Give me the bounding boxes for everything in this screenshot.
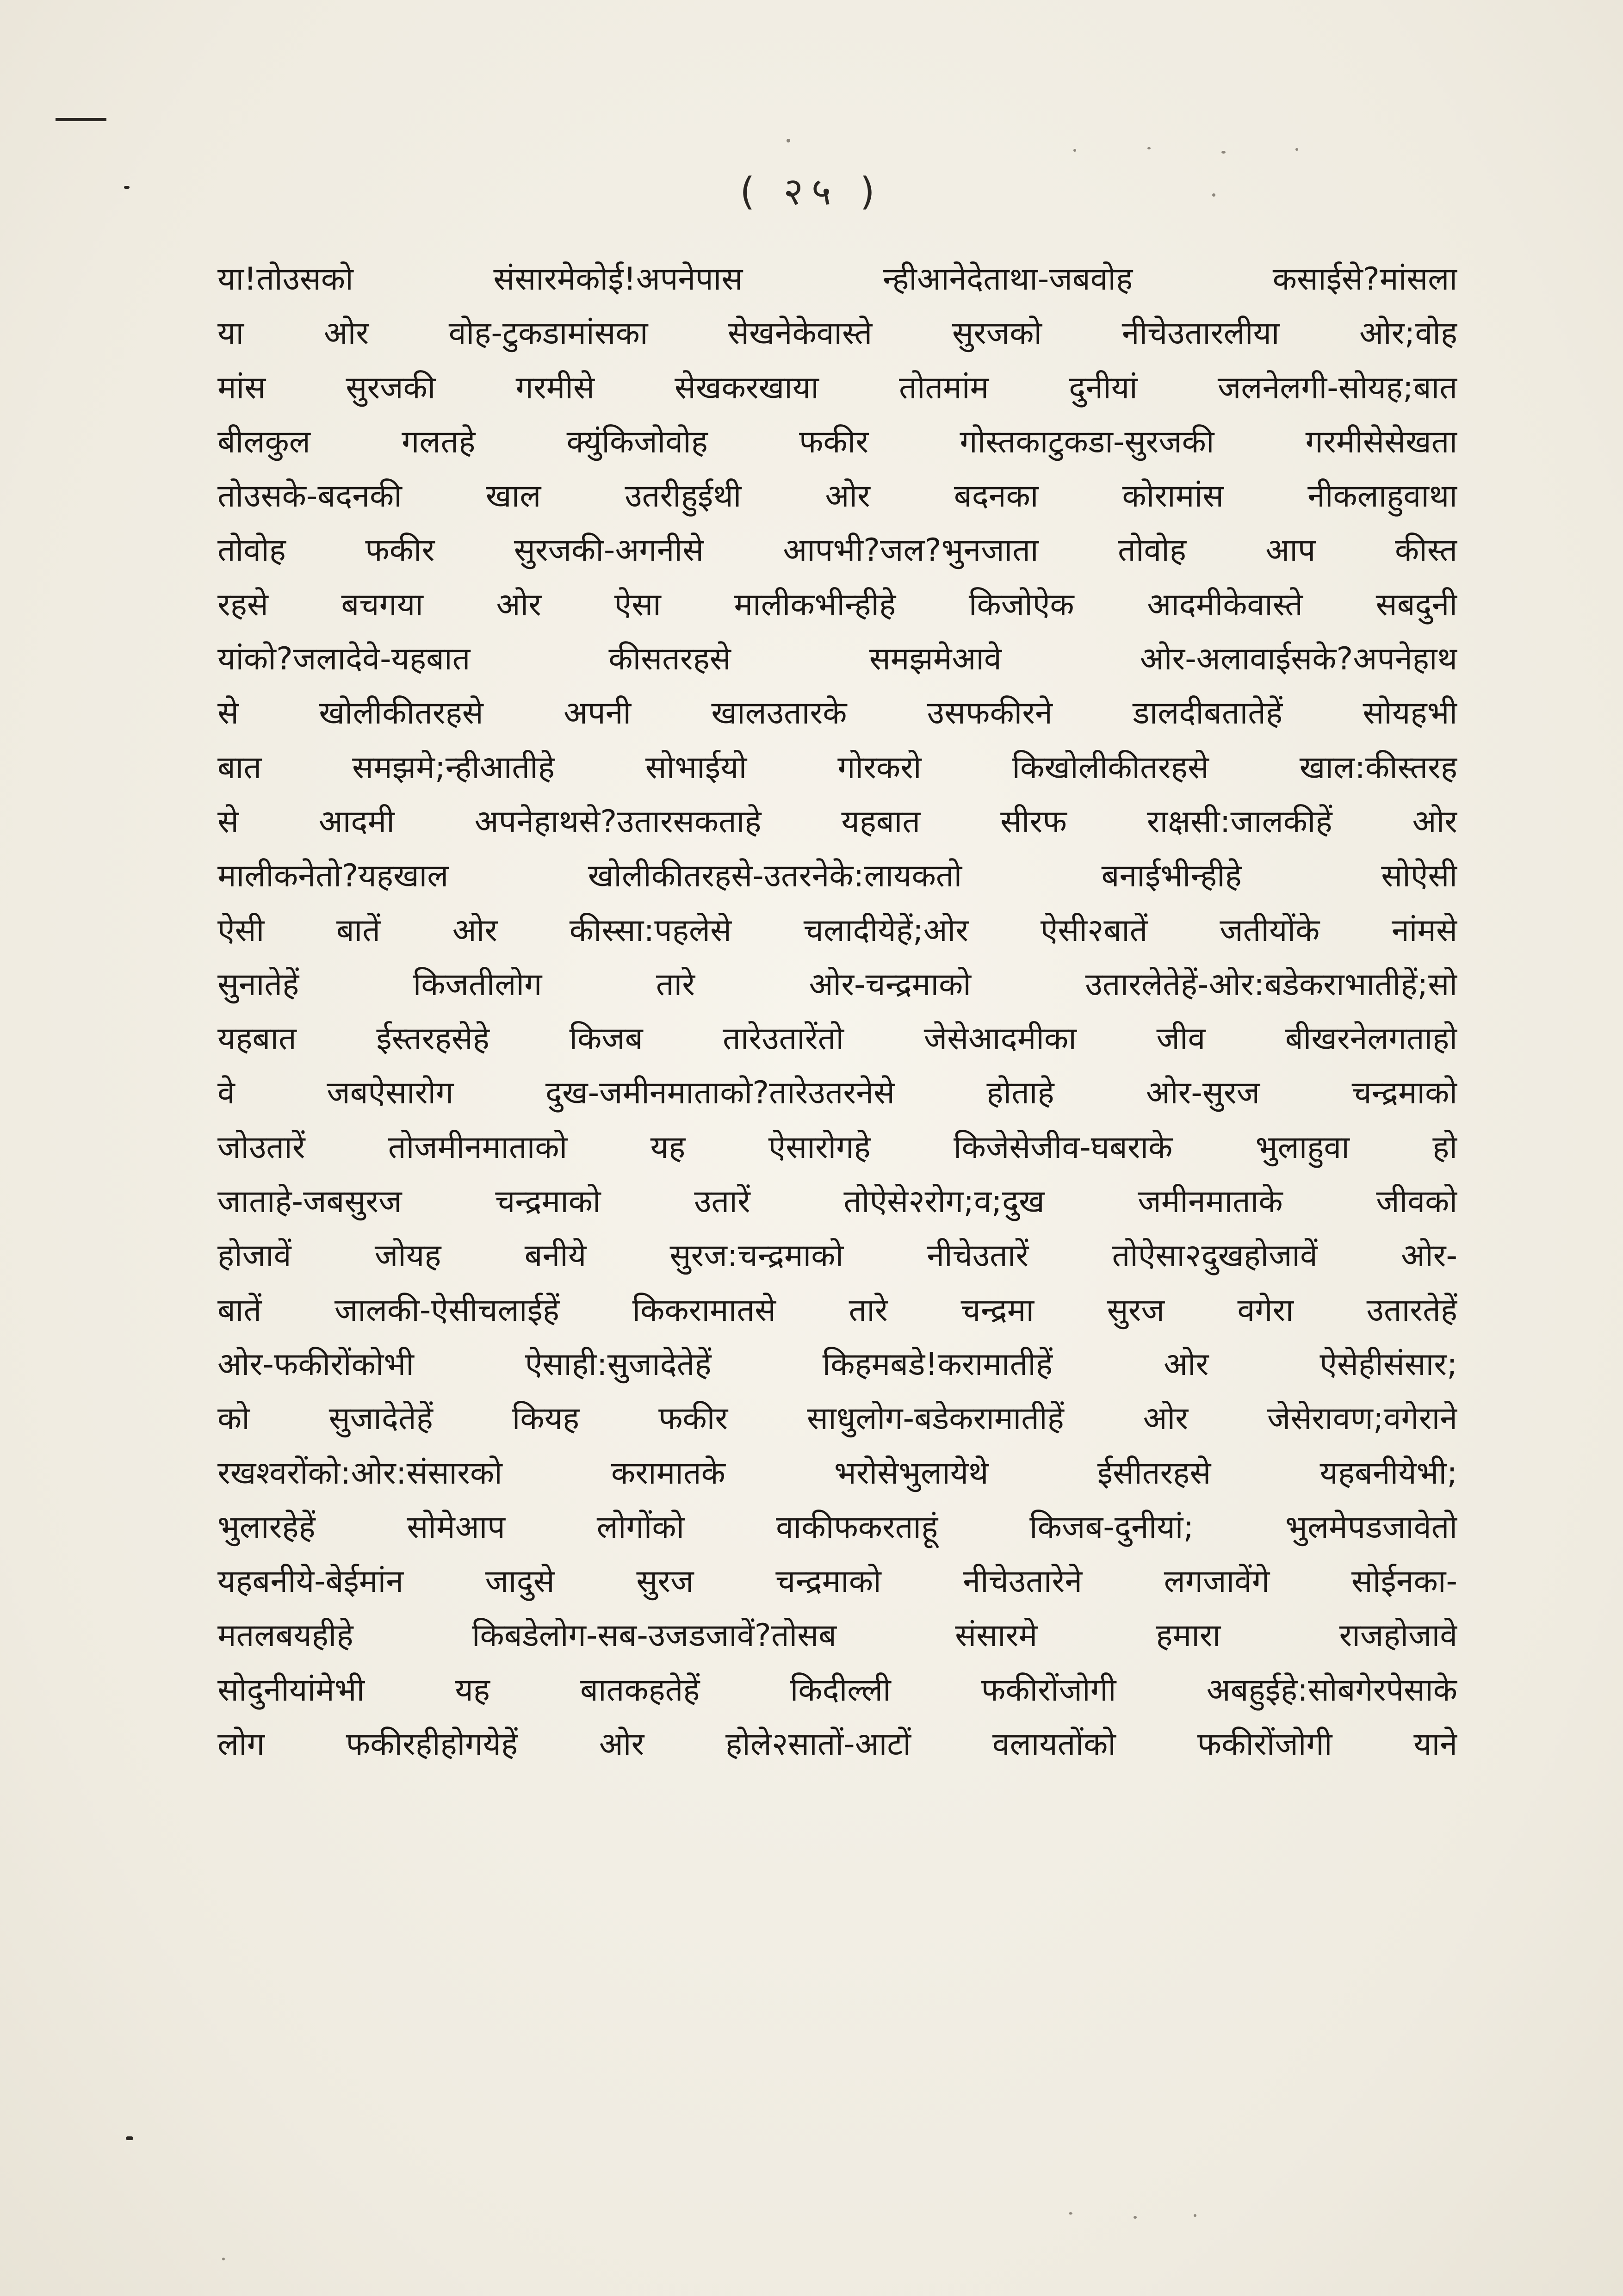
scan-speck xyxy=(222,2258,225,2260)
page-number: ( २५ ) xyxy=(740,170,883,214)
text-line: बीलकुल गलतहे क्युंकिजोवोह फकीर गोस्तकाटुकडा-सुरजकी गरमीसेसेखता xyxy=(217,423,1457,460)
text-line: ओर-फकीरोंकोभी ऐसाही:सुजादेतेहें किहमबडे!करामातीहें ओर ऐसेहीसंसार; xyxy=(217,1346,1457,1383)
text-line: होजावें जोयह बनीये सुरज:चन्द्रमाको नीचेउतारें तोऐसा२दुखहोजावें ओर- xyxy=(217,1238,1457,1275)
scan-speck xyxy=(787,139,790,142)
scan-speck xyxy=(1069,2212,1072,2215)
text-line: सुनातेहें किजतीलोग तारे ओर-चन्द्रमाको उतारलेतेहें-ओर:बडेकराभातीहें;सो xyxy=(217,966,1457,1003)
scan-speck xyxy=(1221,151,1226,154)
scan-speck xyxy=(1147,147,1151,149)
text-line: यहबात ईस्तरहसेहे किजब तारेउतारेंतो जेसेआदमीका जीव बीखरनेलगताहो xyxy=(217,1021,1457,1058)
text-line: जोउतारें तोजमीनमाताको यह ऐसारोगहे किजेसेजीव-घबराके भुलाहुवा हो xyxy=(217,1129,1457,1166)
text-line: सोदुनीयांमेभी यह बातकहतेहें किदील्ली फकीरोंजोगी अबहुईहे:सोबगेरपेसाके xyxy=(217,1671,1457,1708)
scan-speck xyxy=(1073,149,1076,152)
scan-speck xyxy=(1134,2216,1137,2219)
text-line: से खोलीकीतरहसे अपनी खालउतारके उसफकीरने डालदीबतातेहें सोयहभी xyxy=(217,695,1457,732)
text-line: तोवोह फकीर सुरजकी-अगनीसे आपभी?जल?भुनजाता तोवोह आप कीस्त xyxy=(217,532,1457,569)
text-line: ऐसी बातें ओर कीस्सा:पहलेसे चलादीयेहें;ओर ऐसी२बातें जतीयोंके नांमसे xyxy=(217,912,1457,949)
body-text xyxy=(217,252,1457,1771)
margin-dot-mark xyxy=(126,2136,133,2140)
text-line: बातें जालकी-ऐसीचलाईहें किकरामातसे तारे चन्द्रमा सुरज वगेरा उतारतेहें xyxy=(217,1292,1457,1329)
text-line: तोउसके-बदनकी खाल उतरीहुईथी ओर बदनका कोरामांस नीकलाहुवाथा xyxy=(217,478,1457,515)
text-line: वे जबऐसारोग दुख-जमीनमाताको?तारेउतरनेसे होताहे ओर-सुरज चन्द्रमाको xyxy=(217,1075,1457,1112)
text-line: मतलबयहीहे किबडेलोग-सब-उजडजावें?तोसब संसारमे हमारा राजहोजावे xyxy=(217,1617,1457,1654)
text-line: या!तोउसको संसारमेकोई!अपनेपास न्हीआनेदेताथा-जबवोह कसाईसे?मांसला xyxy=(217,261,1457,297)
text-line: लोग फकीरहीहोगयेहें ओर होले२सातों-आटों वलायतोंको फकीरोंजोगी याने xyxy=(217,1726,1457,1763)
text-line: को सुजादेतेहें कियह फकीर साधुलोग-बडेकरामातीहें ओर जेसेरावण;वगेराने xyxy=(217,1400,1457,1437)
scan-speck xyxy=(1194,2214,1196,2217)
text-line: रखश्वरोंको:ओर:संसारको करामातके भरोसेभुलायेथे ईसीतरहसे यहबनीयेभी; xyxy=(217,1454,1457,1491)
text-line: मालीकनेतो?यहखाल खोलीकीतरहसे-उतरनेके:लायकतो बनाईभीन्हीहे सोऐसी xyxy=(217,858,1457,895)
text-line: जाताहे-जबसुरज चन्द्रमाको उतारें तोऐसे२रोग;व;दुख जमीनमाताके जीवको xyxy=(217,1183,1457,1220)
text-line: या ओर वोह-टुकडामांसका सेखनेकेवास्ते सुरजको नीचेउतारलीया ओर;वोह xyxy=(217,315,1457,352)
text-line: यहबनीये-बेईमांन जादुसे सुरज चन्द्रमाको नीचेउतारेने लगजावेंगे सोईनका- xyxy=(217,1563,1457,1600)
text-line: रहसे बचगया ओर ऐसा मालीकभीन्हीहे किजोऐक आदमीकेवास्ते सबदुनी xyxy=(217,586,1457,623)
text-line: से आदमी अपनेहाथसे?उतारसकताहे यहबात सीरफ राक्षसी:जालकीहें ओर xyxy=(217,803,1457,840)
text-line: मांस सुरजकी गरमीसे सेखकरखाया तोतमांम दुनीयां जलनेलगी-सोयह;बात xyxy=(217,369,1457,406)
text-line: बात समझमे;न्हीआतीहे सोभाईयो गोरकरो किखोलीकीतरहसे खाल:कीस्तरह xyxy=(217,749,1457,786)
text-line: भुलारहेहें सोमेआप लोगोंको वाकीफकरताहूं किजब-दुनीयां; भुलमेपडजावेतो xyxy=(217,1509,1457,1546)
scan-speck xyxy=(1295,148,1298,151)
margin-rule-mark xyxy=(56,118,106,121)
text-line: यांको?जलादेवे-यहबात कीसतरहसे समझमेआवे ओर-अलावाईसके?अपनेहाथ xyxy=(217,641,1457,678)
